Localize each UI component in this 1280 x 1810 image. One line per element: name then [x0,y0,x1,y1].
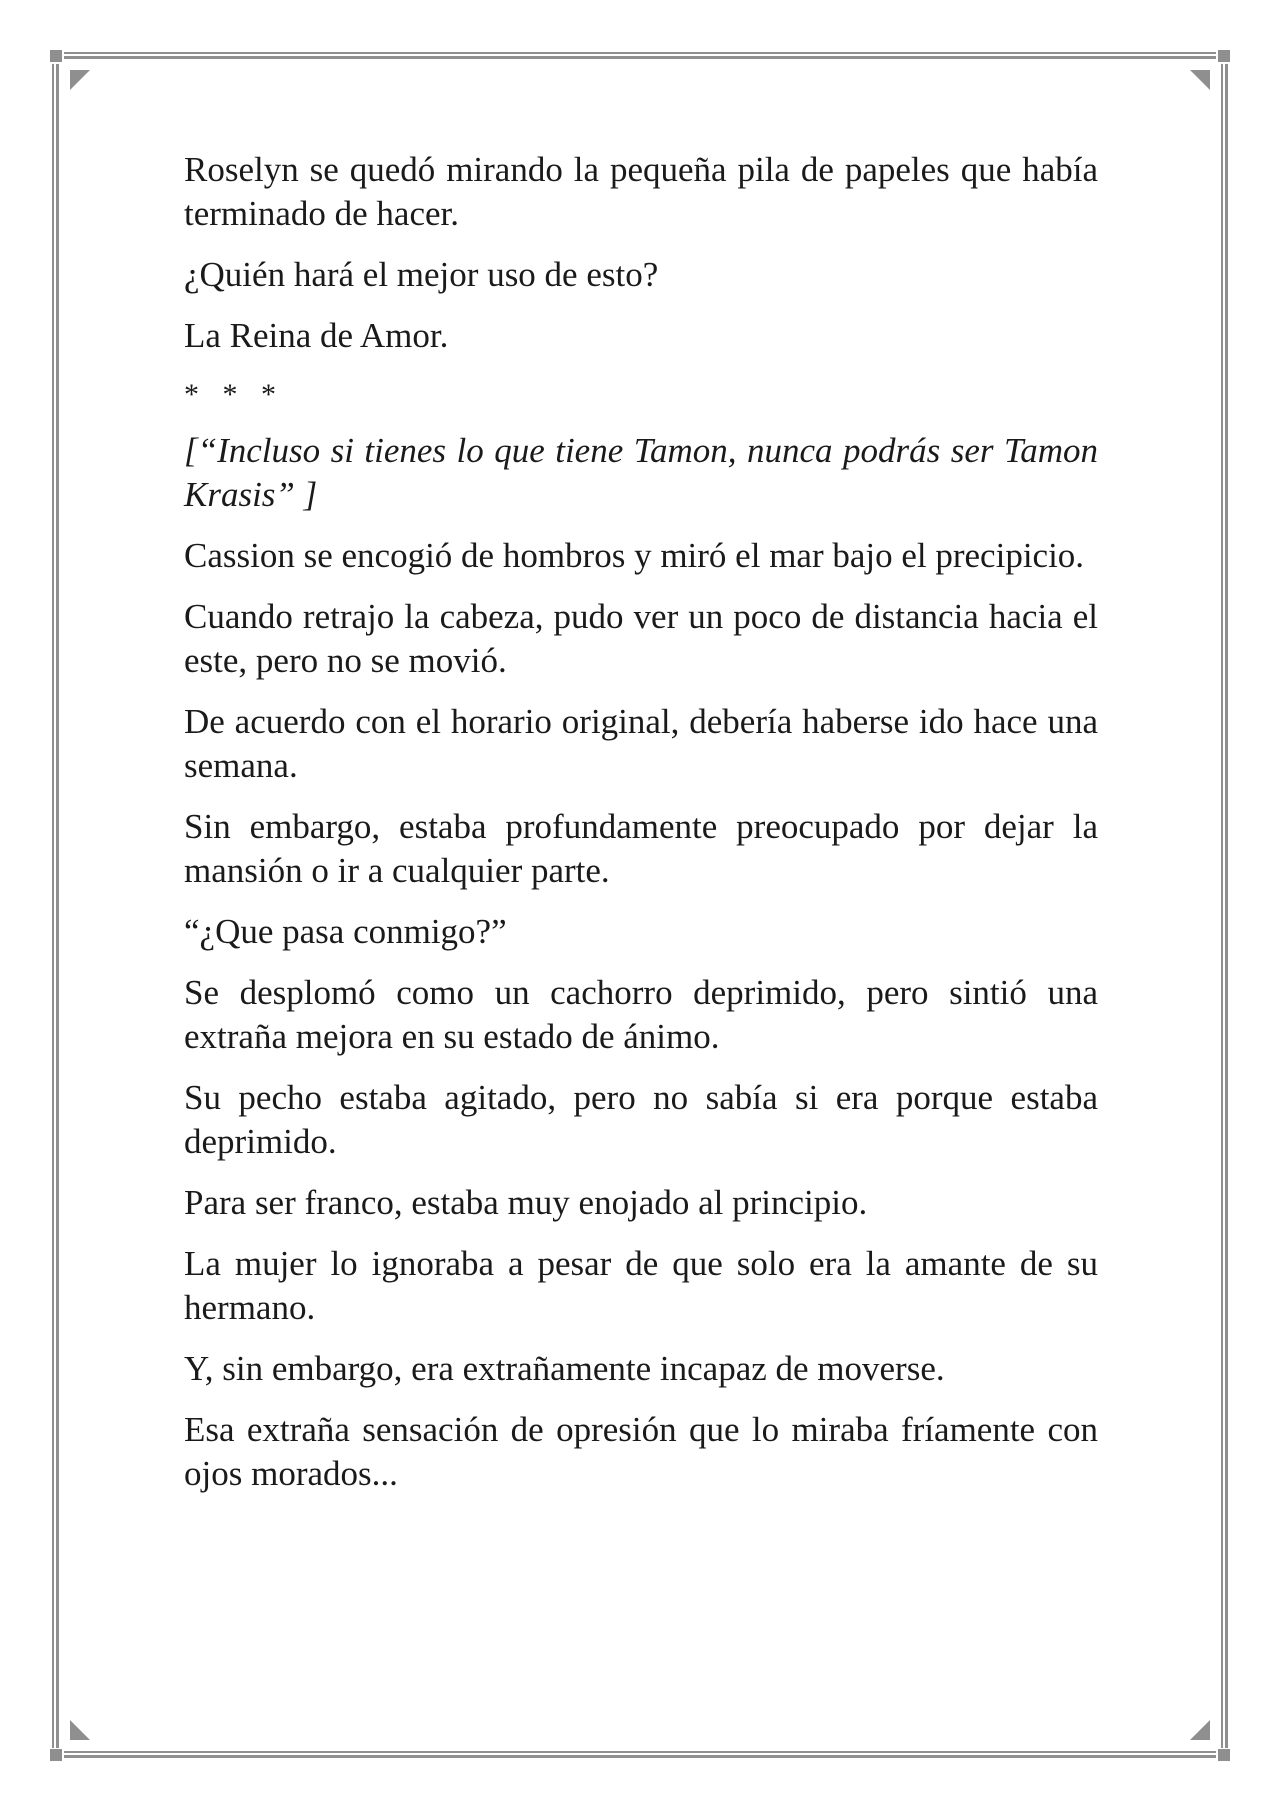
frame-ornament-bottom-left [70,1720,90,1740]
frame-corner-top-right [1218,50,1230,62]
page-body [184,148,1098,1513]
frame-top-border [64,52,1216,59]
frame-ornament-top-right [1190,70,1210,90]
paragraph: La mujer lo ignoraba a pesar de que solo era la amante de su hermano. [184,1244,1098,1327]
paragraph: Cuando retrajo la cabeza, pudo ver un poco de distancia hacia el este, pero no se movió. [184,597,1098,680]
frame-ornament-bottom-right [1190,1720,1210,1740]
frame-right-border [1221,64,1228,1748]
paragraph: La Reina de Amor. [184,316,449,355]
scene-separator: * * * [184,378,284,411]
frame-corner-top-left [50,50,62,62]
paragraph: De acuerdo con el horario original, debería haberse ido hace una semana. [184,702,1098,785]
paragraph: Cassion se encogió de hombros y miró el mar bajo el precipicio. [184,536,1085,575]
quoted-line: [“Incluso si tienes lo que tiene Tamon, nunca podrás ser Tamon Krasis” ] [184,431,1098,514]
frame-ornament-top-left [70,70,90,90]
paragraph: Su pecho estaba agitado, pero no sabía si era porque estaba deprimido. [184,1078,1098,1161]
paragraph: Y, sin embargo, era extrañamente incapaz de moverse. [184,1349,945,1388]
paragraph: Para ser franco, estaba muy enojado al principio. [184,1183,868,1222]
frame-left-border [52,64,59,1748]
paragraph: Esa extraña sensación de opresión que lo miraba fríamente con ojos morados... [184,1410,1098,1493]
paragraph: Sin embargo, estaba profundamente preocupado por dejar la mansión o ir a cualquier parte. [184,807,1098,890]
frame-corner-bottom-left [50,1749,62,1761]
paragraph: ¿Quién hará el mejor uso de esto? [184,255,659,294]
dialogue-line: “¿Que pasa conmigo?” [184,912,507,951]
paragraph: Roselyn se quedó mirando la pequeña pila de papeles que había terminado de hacer. [184,150,1098,233]
paragraph: Se desplomó como un cachorro deprimido, pero sintió una extraña mejora en su estado de ánimo. [184,973,1098,1056]
frame-bottom-border [64,1751,1216,1758]
frame-corner-bottom-right [1218,1749,1230,1761]
